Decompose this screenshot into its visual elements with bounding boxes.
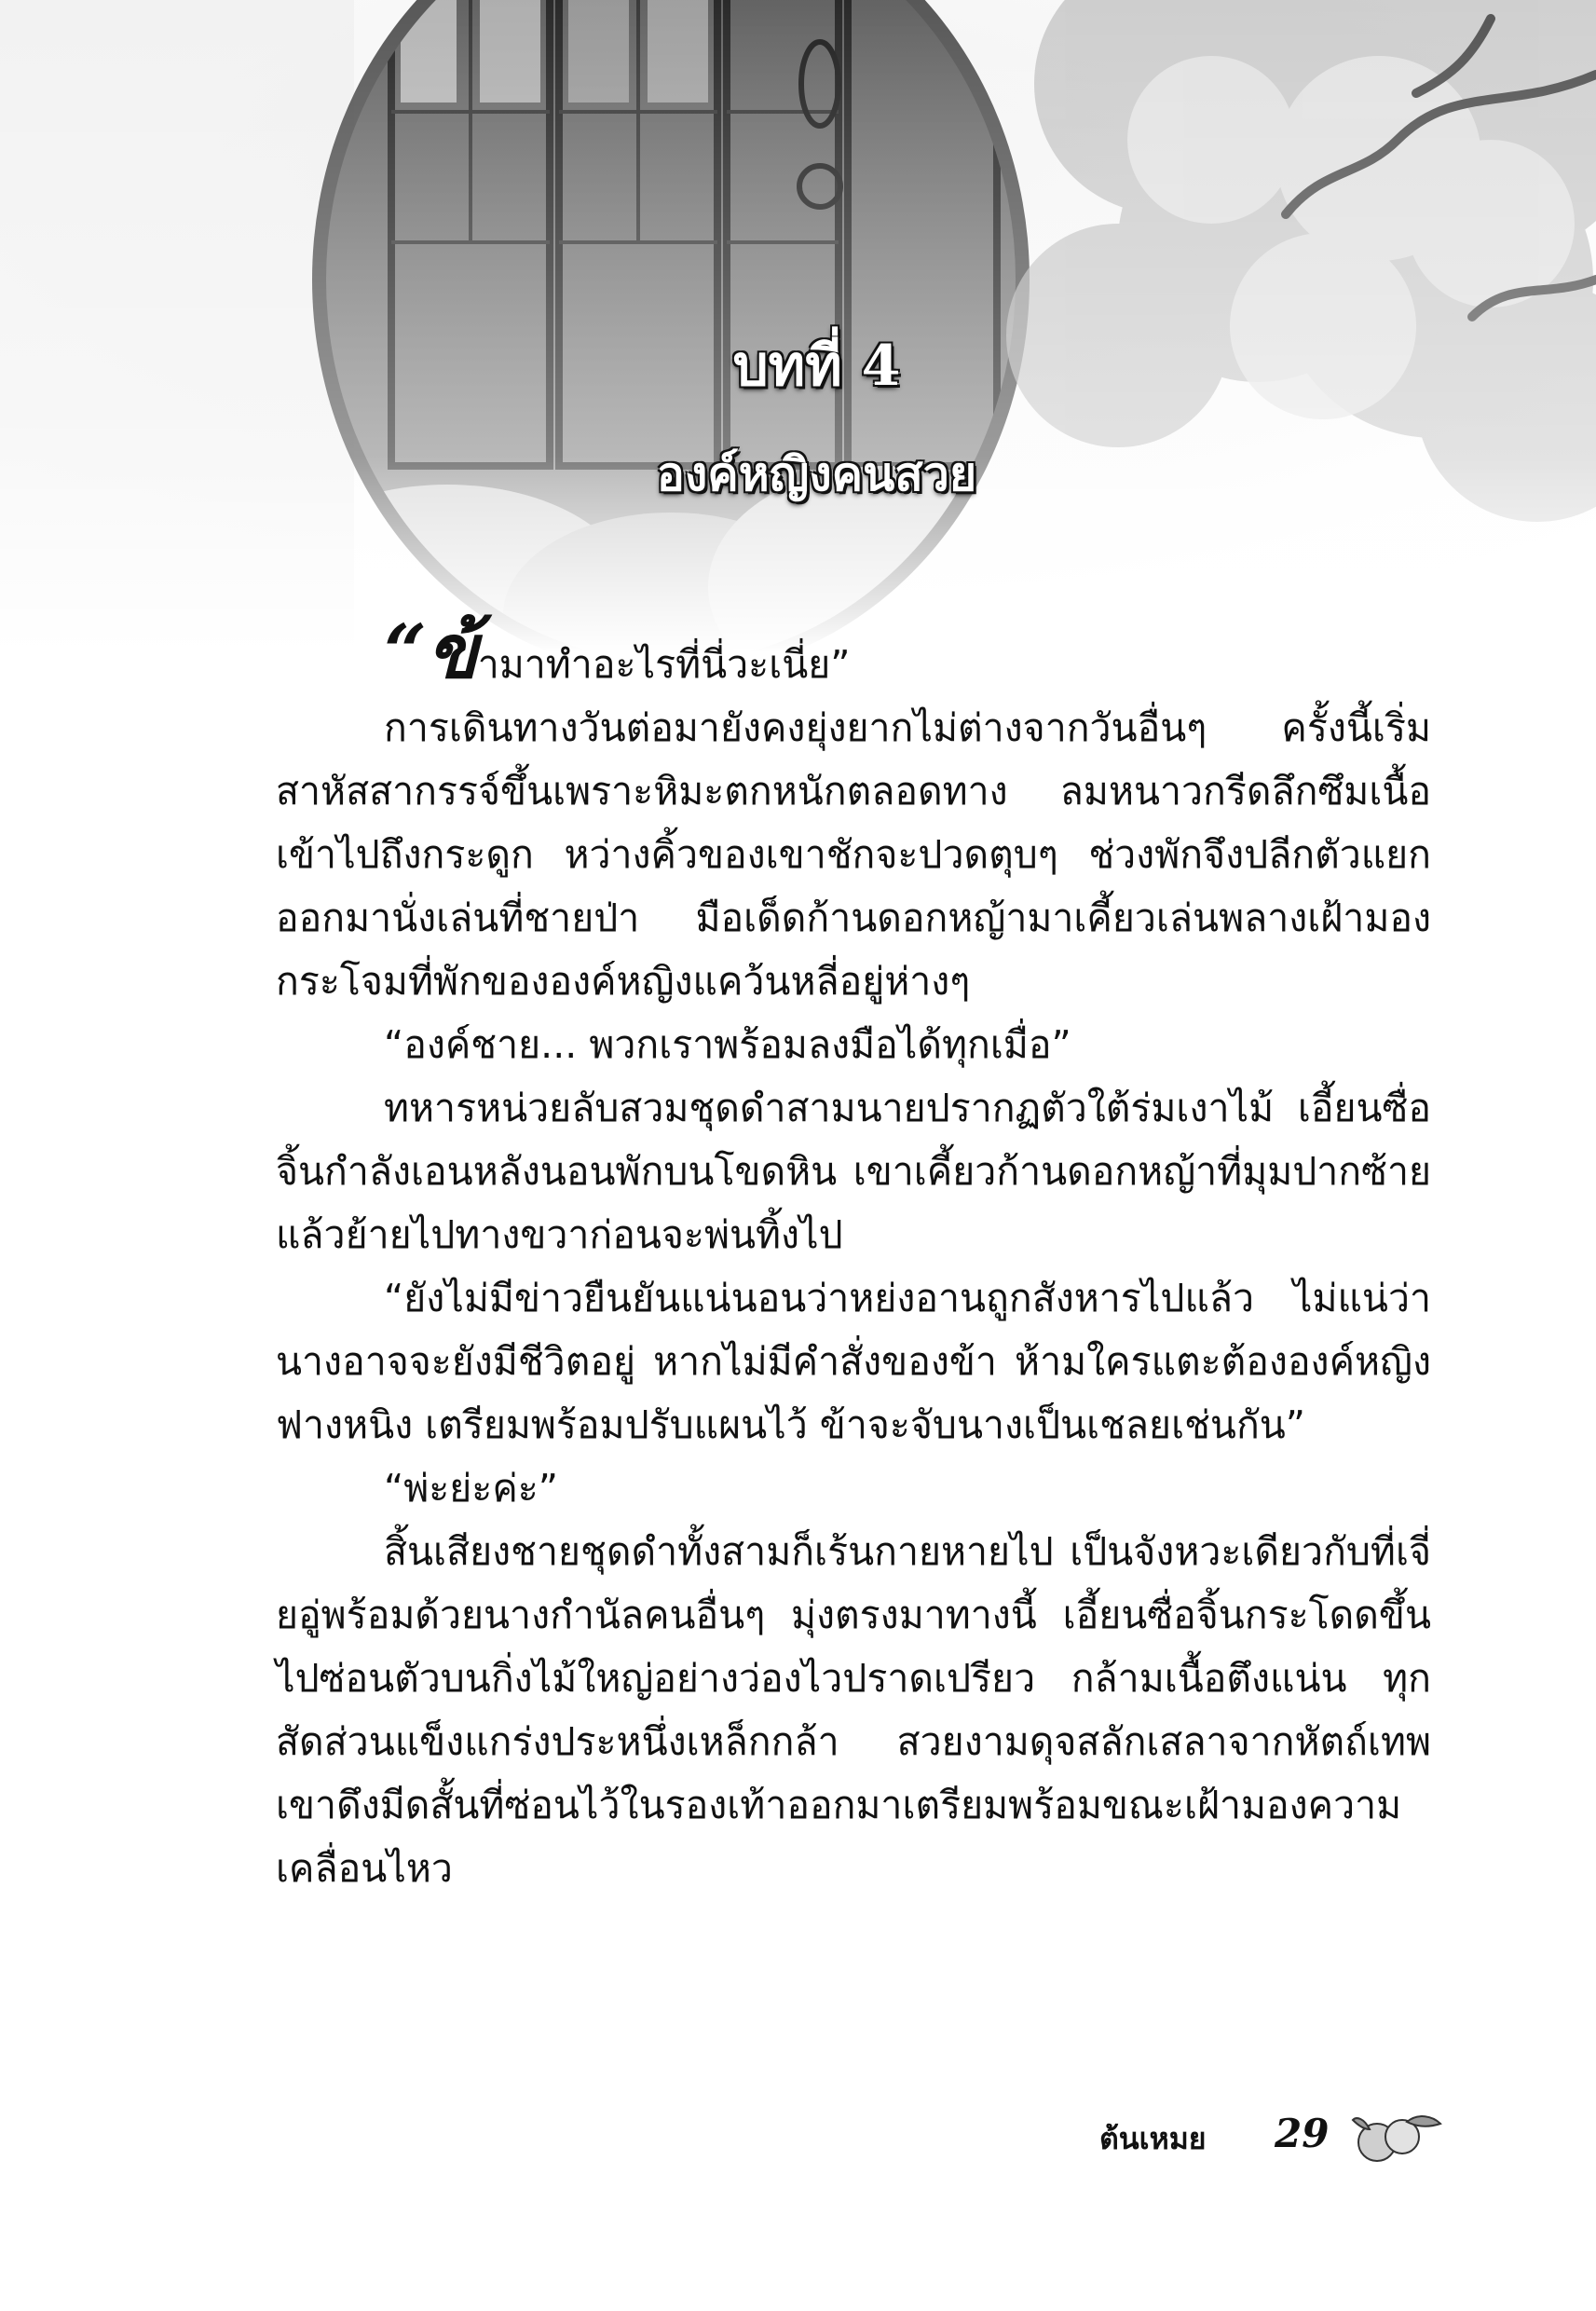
opening-paragraph — [276, 608, 1431, 696]
chapter-number: บทที่ 4 — [732, 334, 901, 399]
paragraph: สิ้นเสียงชายชุดดำทั้งสามก็เร้นกายหายไป เป็นจังหวะเดียวกับที่เจี่ยอู่พร้อมด้วยนางกำนัลคนอื่นๆ มุ่งตรงมาทางนี้ เอี้ยนซื่อจิ้นกระโดดขึ้นไปซ่อนตัวบนกิ่งไม้ใหญ่อย่างว่องไวปราดเปรียว กล้ามเนื้อตึงแน่น ทุกสัดส่วนแข็งแกร่งประหนึ่งเหล็กกล้า สวยงามดุจสลักเสลาจากหัตถ์เทพ เขาดึงมีดสั้นที่ซ่อนไว้ในรองเท้าออกมาเตรียมพร้อมขณะเฝ้ามองความเคลื่อนไหว — [276, 1529, 1431, 1891]
drop-cap: “ข้ — [384, 608, 478, 695]
opening-text: ามาทำอะไรที่นี่วะเนี่ย” — [477, 642, 851, 687]
fruit-ornament-icon — [1351, 2111, 1444, 2167]
paragraph: “ยังไม่มีข่าวยืนยันแน่นอนว่าหย่งอานถูกสังหารไปแล้ว ไม่แน่ว่านางอาจจะยังมีชีวิตอยู่ หากไม่มีคำสั่งของข้า ห้ามใครแตะต้ององค์หญิงฟางหนิง เตรียมพร้อมปรับแผนไว้ ข้าจะจับนางเป็นเชลยเช่นกัน” — [276, 1276, 1431, 1447]
page-footer — [1099, 2111, 1528, 2176]
chapter-title: องค์หญิงคนสวย — [656, 446, 977, 501]
paragraph: ทหารหน่วยลับสวมชุดดำสามนายปรากฏตัวใต้ร่มเงาไม้ เอี้ยนซื่อจิ้นกำลังเอนหลังนอนพักบนโขดหิน เขาเคี้ยวก้านดอกหญ้าที่มุมปากซ้ายแล้วย้ายไปทางขวาก่อนจะพ่นทิ้งไป — [276, 1086, 1431, 1257]
paragraph: การเดินทางวันต่อมายังคงยุ่งยากไม่ต่างจากวันอื่นๆ ครั้งนี้เริ่มสาหัสสากรรจ์ขึ้นเพราะหิมะตกหนักตลอดทาง ลมหนาวกรีดลึกซึมเนื้อเข้าไปถึงกระดูก หว่างคิ้วของเขาชักจะปวดตุบๆ ช่วงพักจึงปลีกตัวแยกออกมานั่งเล่นที่ชายป่า มือเด็ดก้านดอกหญ้ามาเคี้ยวเล่นพลางเฝ้ามองกระโจมที่พักขององค์หญิงแคว้นหลี่อยู่ห่างๆ — [276, 705, 1431, 1004]
paragraph: “พ่ะย่ะค่ะ” — [384, 1466, 559, 1511]
chapter-body — [276, 608, 1431, 1900]
page-number: 29 — [1275, 2111, 1330, 2156]
footer-author: ต้นเหมย — [1099, 2121, 1207, 2156]
paragraph: “องค์ชาย... พวกเราพร้อมลงมือได้ทุกเมื่อ” — [384, 1022, 1071, 1067]
